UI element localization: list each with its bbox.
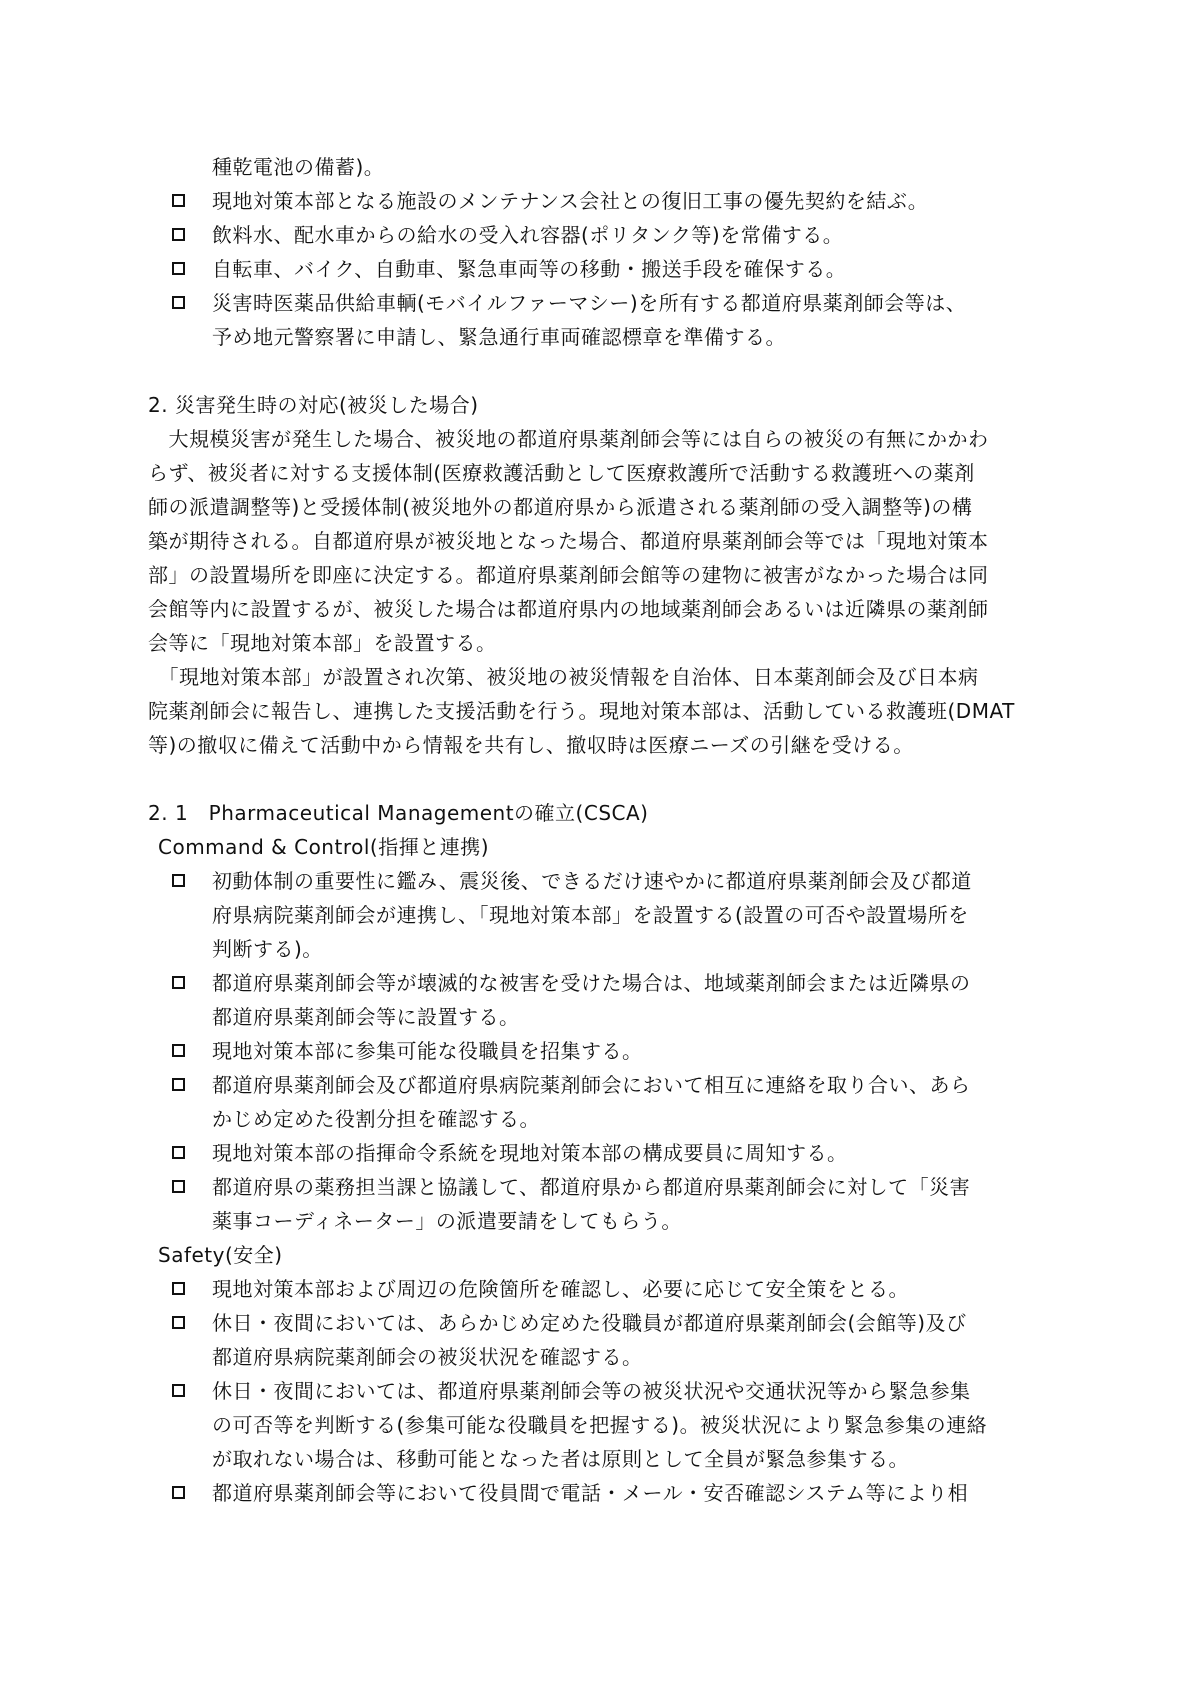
item-text: 災害時医薬品供給車輌(モバイルファーマシー)を所有する都道府県薬剤師会等は、 (212, 291, 967, 315)
checklist-item (148, 1034, 1033, 1068)
paragraph (148, 422, 1033, 660)
checkbox-icon (172, 262, 185, 275)
checklist-item (148, 252, 1033, 286)
checklist-item (148, 1272, 1033, 1306)
item-text: かじめ定めた役割分担を確認する。 (212, 1107, 540, 1131)
item-text: 休日・夜間においては、あらかじめ定めた役職員が都道府県薬剤師会(会館等)及び (212, 1311, 967, 1335)
checklist-item (148, 184, 1033, 218)
checkbox-icon (172, 1384, 185, 1397)
document-body (148, 150, 1033, 1510)
item-text: の可否等を判断する(参集可能な役職員を把握する)。被災状況により緊急参集の連絡 (212, 1413, 988, 1437)
item-text: 現地対策本部となる施設のメンテナンス会社との復旧工事の優先契約を結ぶ。 (212, 189, 929, 213)
checklist-item (148, 218, 1033, 252)
item-text: 都道府県病院薬剤師会の被災状況を確認する。 (212, 1345, 643, 1369)
item-text: 休日・夜間においては、都道府県薬剤師会等の被災状況や交通状況等から緊急参集 (212, 1379, 971, 1403)
paragraph-line: 築が期待される。自都道府県が被災地となった場合、都道府県薬剤師会等では「現地対策本 (148, 529, 989, 553)
paragraph-line: 大規模災害が発生した場合、被災地の都道府県薬剤師会等には自らの被災の有無にかかわ (148, 427, 989, 451)
item-text: 都道府県薬剤師会等に設置する。 (212, 1005, 520, 1029)
checkbox-icon (172, 1146, 185, 1159)
checklist-item (148, 1306, 1033, 1374)
checkbox-icon (172, 1180, 185, 1193)
checkbox-icon (172, 1282, 185, 1295)
item-text: 都道府県薬剤師会及び都道府県病院薬剤師会において相互に連絡を取り合い、あら (212, 1073, 971, 1097)
checkbox-icon (172, 874, 185, 887)
safety-checklist (148, 1272, 1033, 1510)
item-text: 現地対策本部に参集可能な役職員を招集する。 (212, 1039, 643, 1063)
item-text: 都道府県の薬務担当課と協議して、都道府県から都道府県薬剤師会に対して「災害 (212, 1175, 971, 1199)
checkbox-icon (172, 296, 185, 309)
checklist-item (148, 1374, 1033, 1476)
checklist-item (148, 864, 1033, 966)
subsection-heading: 2. 1 Pharmaceutical Managementの確立(CSCA) (148, 801, 649, 825)
item-text: 薬事コーディネーター」の派遣要請をしてもらう。 (212, 1209, 682, 1233)
item-text: 現地対策本部の指揮命令系統を現地対策本部の構成要員に周知する。 (212, 1141, 848, 1165)
paragraph-line: 「現地対策本部」が設置され次第、被災地の被災情報を自治体、日本薬剤師会及び日本病 (148, 665, 979, 689)
item-text: 都道府県薬剤師会等が壊滅的な被害を受けた場合は、地域薬剤師会または近隣県の (212, 971, 971, 995)
paragraph-line: 等)の撤収に備えて活動中から情報を共有し、撤収時は医療ニーズの引継を受ける。 (148, 733, 914, 757)
paragraph (148, 660, 1033, 762)
checkbox-icon (172, 1316, 185, 1329)
checkbox-icon (172, 228, 185, 241)
item-text: 府県病院薬剤師会が連携し、「現地対策本部」を設置する(設置の可否や設置場所を (212, 903, 969, 927)
prep-checklist (148, 184, 1033, 354)
command-checklist (148, 864, 1033, 1238)
checklist-item (148, 1136, 1033, 1170)
checkbox-icon (172, 976, 185, 989)
checklist-item (148, 1476, 1033, 1510)
section-heading: 2. 災害発生時の対応(被災した場合) (148, 393, 479, 417)
paragraph-line: 会館等内に設置するが、被災した場合は都道府県内の地域薬剤師会あるいは近隣県の薬剤師 (148, 597, 989, 621)
paragraph-line: 会等に「現地対策本部」を設置する。 (148, 631, 497, 655)
item-text: 現地対策本部および周辺の危険箇所を確認し、必要に応じて安全策をとる。 (212, 1277, 909, 1301)
checkbox-icon (172, 1486, 185, 1499)
item-text: 都道府県薬剤師会等において役員間で電話・メール・安否確認システム等により相 (212, 1481, 969, 1505)
item-text: 自転車、バイク、自動車、緊急車両等の移動・搬送手段を確保する。 (212, 257, 847, 281)
paragraph-line: らず、被災者に対する支援体制(医療救護活動として医療救護所で活動する救護班への薬剤 (148, 461, 975, 485)
checklist-item (148, 1170, 1033, 1238)
continuation-line: 種乾電池の備蓄)。 (212, 155, 385, 179)
checklist-item (148, 1068, 1033, 1136)
checkbox-icon (172, 1044, 185, 1057)
item-text: 予め地元警察署に申請し、緊急通行車両確認標章を準備する。 (212, 325, 786, 349)
safety-heading: Safety(安全) (158, 1243, 283, 1267)
item-text: 飲料水、配水車からの給水の受入れ容器(ポリタンク等)を常備する。 (212, 223, 844, 247)
item-text: 判断する)。 (212, 937, 323, 961)
checkbox-icon (172, 194, 185, 207)
item-text: が取れない場合は、移動可能となった者は原則として全員が緊急参集する。 (212, 1447, 909, 1471)
paragraph-line: 院薬剤師会に報告し、連携した支援活動を行う。現地対策本部は、活動している救護班(DMAT (148, 699, 1015, 723)
checkbox-icon (172, 1078, 185, 1091)
checklist-item (148, 286, 1033, 354)
command-heading: Command & Control(指揮と連携) (158, 835, 490, 859)
paragraph-line: 部」の設置場所を即座に決定する。都道府県薬剤師会館等の建物に被害がなかった場合は同 (148, 563, 989, 587)
paragraph-line: 師の派遣調整等)と受援体制(被災地外の都道府県から派遣される薬剤師の受入調整等)の構 (148, 495, 973, 519)
item-text: 初動体制の重要性に鑑み、震災後、できるだけ速やかに都道府県薬剤師会及び都道 (212, 869, 972, 893)
checklist-item (148, 966, 1033, 1034)
